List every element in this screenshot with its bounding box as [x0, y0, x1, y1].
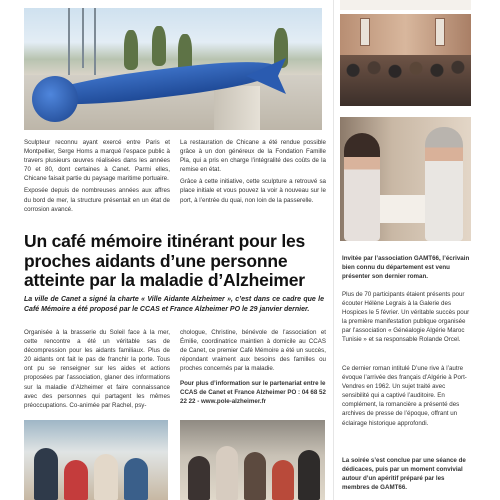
paragraph: La soirée s’est conclue par une séance de dédicaces, puis par un moment convivial autour d’un apéritif préparé par les membres de GAMT66. [342, 457, 466, 492]
article-lede: La ville de Canet a signé la charte « Ville Aidante Alzheimer », c’est dans ce cadre que le Café Mémoire a été proposé par le CCAS et France Alzheimer PO le 29 janvier dernier. [24, 296, 324, 313]
paragraph: Organisée à la brasserie du Soleil face à la mer, cette rencontre a été un véritable sas de décompression pour les aidants familiaux. Plus de 20 aidants ont fait le pas de franchir la porte. Tous ont pu se renseigner sur les aides et actions proposées par l’association, glaner des informations sur la maladie d’Alzheimer et faire connaissance avec des personnes qui partagent les mêmes préoccupations. Co-animée par Rachel, psy- [24, 329, 170, 409]
person [244, 452, 266, 500]
cafe-article-col2 [180, 328, 326, 373]
cafe-photo-right [180, 420, 325, 500]
paragraph: Plus de 70 participants étaient présents pour écouter Hélène Legrais à la Galerie des Hospices le 5 février. Un véritable succès pour la première manifestation publique organisée par l’association « Généalogie Algérie Maroc Tunisie » et sa responsable Rolande Orcel. [342, 291, 470, 344]
boat-mast [82, 8, 84, 68]
sculpture-photo [24, 8, 322, 130]
author-intro: Invitée par l’association GAMT66, l’écrivain bien connu du département est venu présenter son dernier roman. [342, 255, 470, 281]
sculpture-article-col2 [180, 138, 326, 205]
sculpture-article-col1 [24, 138, 170, 214]
paragraph: chologue, Christine, bénévole de l’association et Émilie, coordinatrice maintien à domicile au CCAS de Canet, ce premier Café Mémoire a été un succès, répondant vraiment aux besoins des familles ou proches concernés par la maladie. [180, 329, 326, 373]
person [34, 448, 58, 500]
top-strip [340, 0, 471, 10]
person [124, 458, 148, 500]
person [64, 460, 88, 500]
cafe-article-col1 [24, 328, 170, 410]
book-signing-photo [340, 117, 471, 241]
paragraph: Grâce à cette initiative, cette sculpture a retrouvé sa place initiale et vous pouvez la voir à nouveau sur le port, à l’entrée du quai, non loin de la passerelle. [180, 178, 326, 204]
column-divider [333, 0, 334, 500]
audience-photo [340, 14, 471, 106]
paragraph: Sculpteur reconnu ayant exercé entre Paris et Montpellier, Serge Homs a marqué l’espace public à travers plusieurs œuvres réalisées dans les années 70 et 80, dont certaines à Canet. Parmi elles, Chicane faisait partie du paysage maritime portuaire. [24, 139, 170, 183]
person [272, 460, 294, 500]
person [298, 450, 320, 500]
boat-mast [68, 8, 70, 78]
paragraph: La restauration de Chicane a été rendue possible grâce à un don généreux de la Fondation Famille Pla, qui a pris en charge l’intégralité des coûts de la remise en état. [180, 139, 326, 174]
audience-crowd [340, 55, 471, 106]
person [344, 133, 380, 241]
palm-tree [152, 26, 166, 66]
person [216, 446, 238, 500]
cafe-photo-left [24, 420, 168, 500]
paragraph: Exposée depuis de nombreuses années aux affres du bord de mer, la structure présentait en un état de corrosion avancé. [24, 187, 170, 213]
window [435, 18, 445, 46]
paragraph: Ce dernier roman intitulé D’une rive à l’autre évoque l’arrivée des français d’Algérie à Port-Vendres en 1962. Un sujet traité avec sensibilité qui a captivé l’auditoire. En complément, la romancière a présenté des archives de presse de l’époque, offrant un éclairage historique approfondi. [342, 365, 467, 427]
partnership-contact: Pour plus d’information sur le partenariat entre le CCAS de Canet et France Alzheimer PO : 04 68 52 22 22 - www.pole-alzheimer.fr [180, 380, 326, 405]
palm-tree [124, 30, 138, 70]
person [188, 456, 210, 500]
sculpture-base [214, 86, 260, 130]
person [425, 127, 463, 241]
person [94, 454, 118, 500]
window [360, 18, 370, 46]
article-headline: Un café mémoire itinérant pour les proches aidants d’une personne atteinte par la maladie d’Alzheimer [24, 231, 306, 290]
blue-sculpture-head [32, 76, 78, 122]
